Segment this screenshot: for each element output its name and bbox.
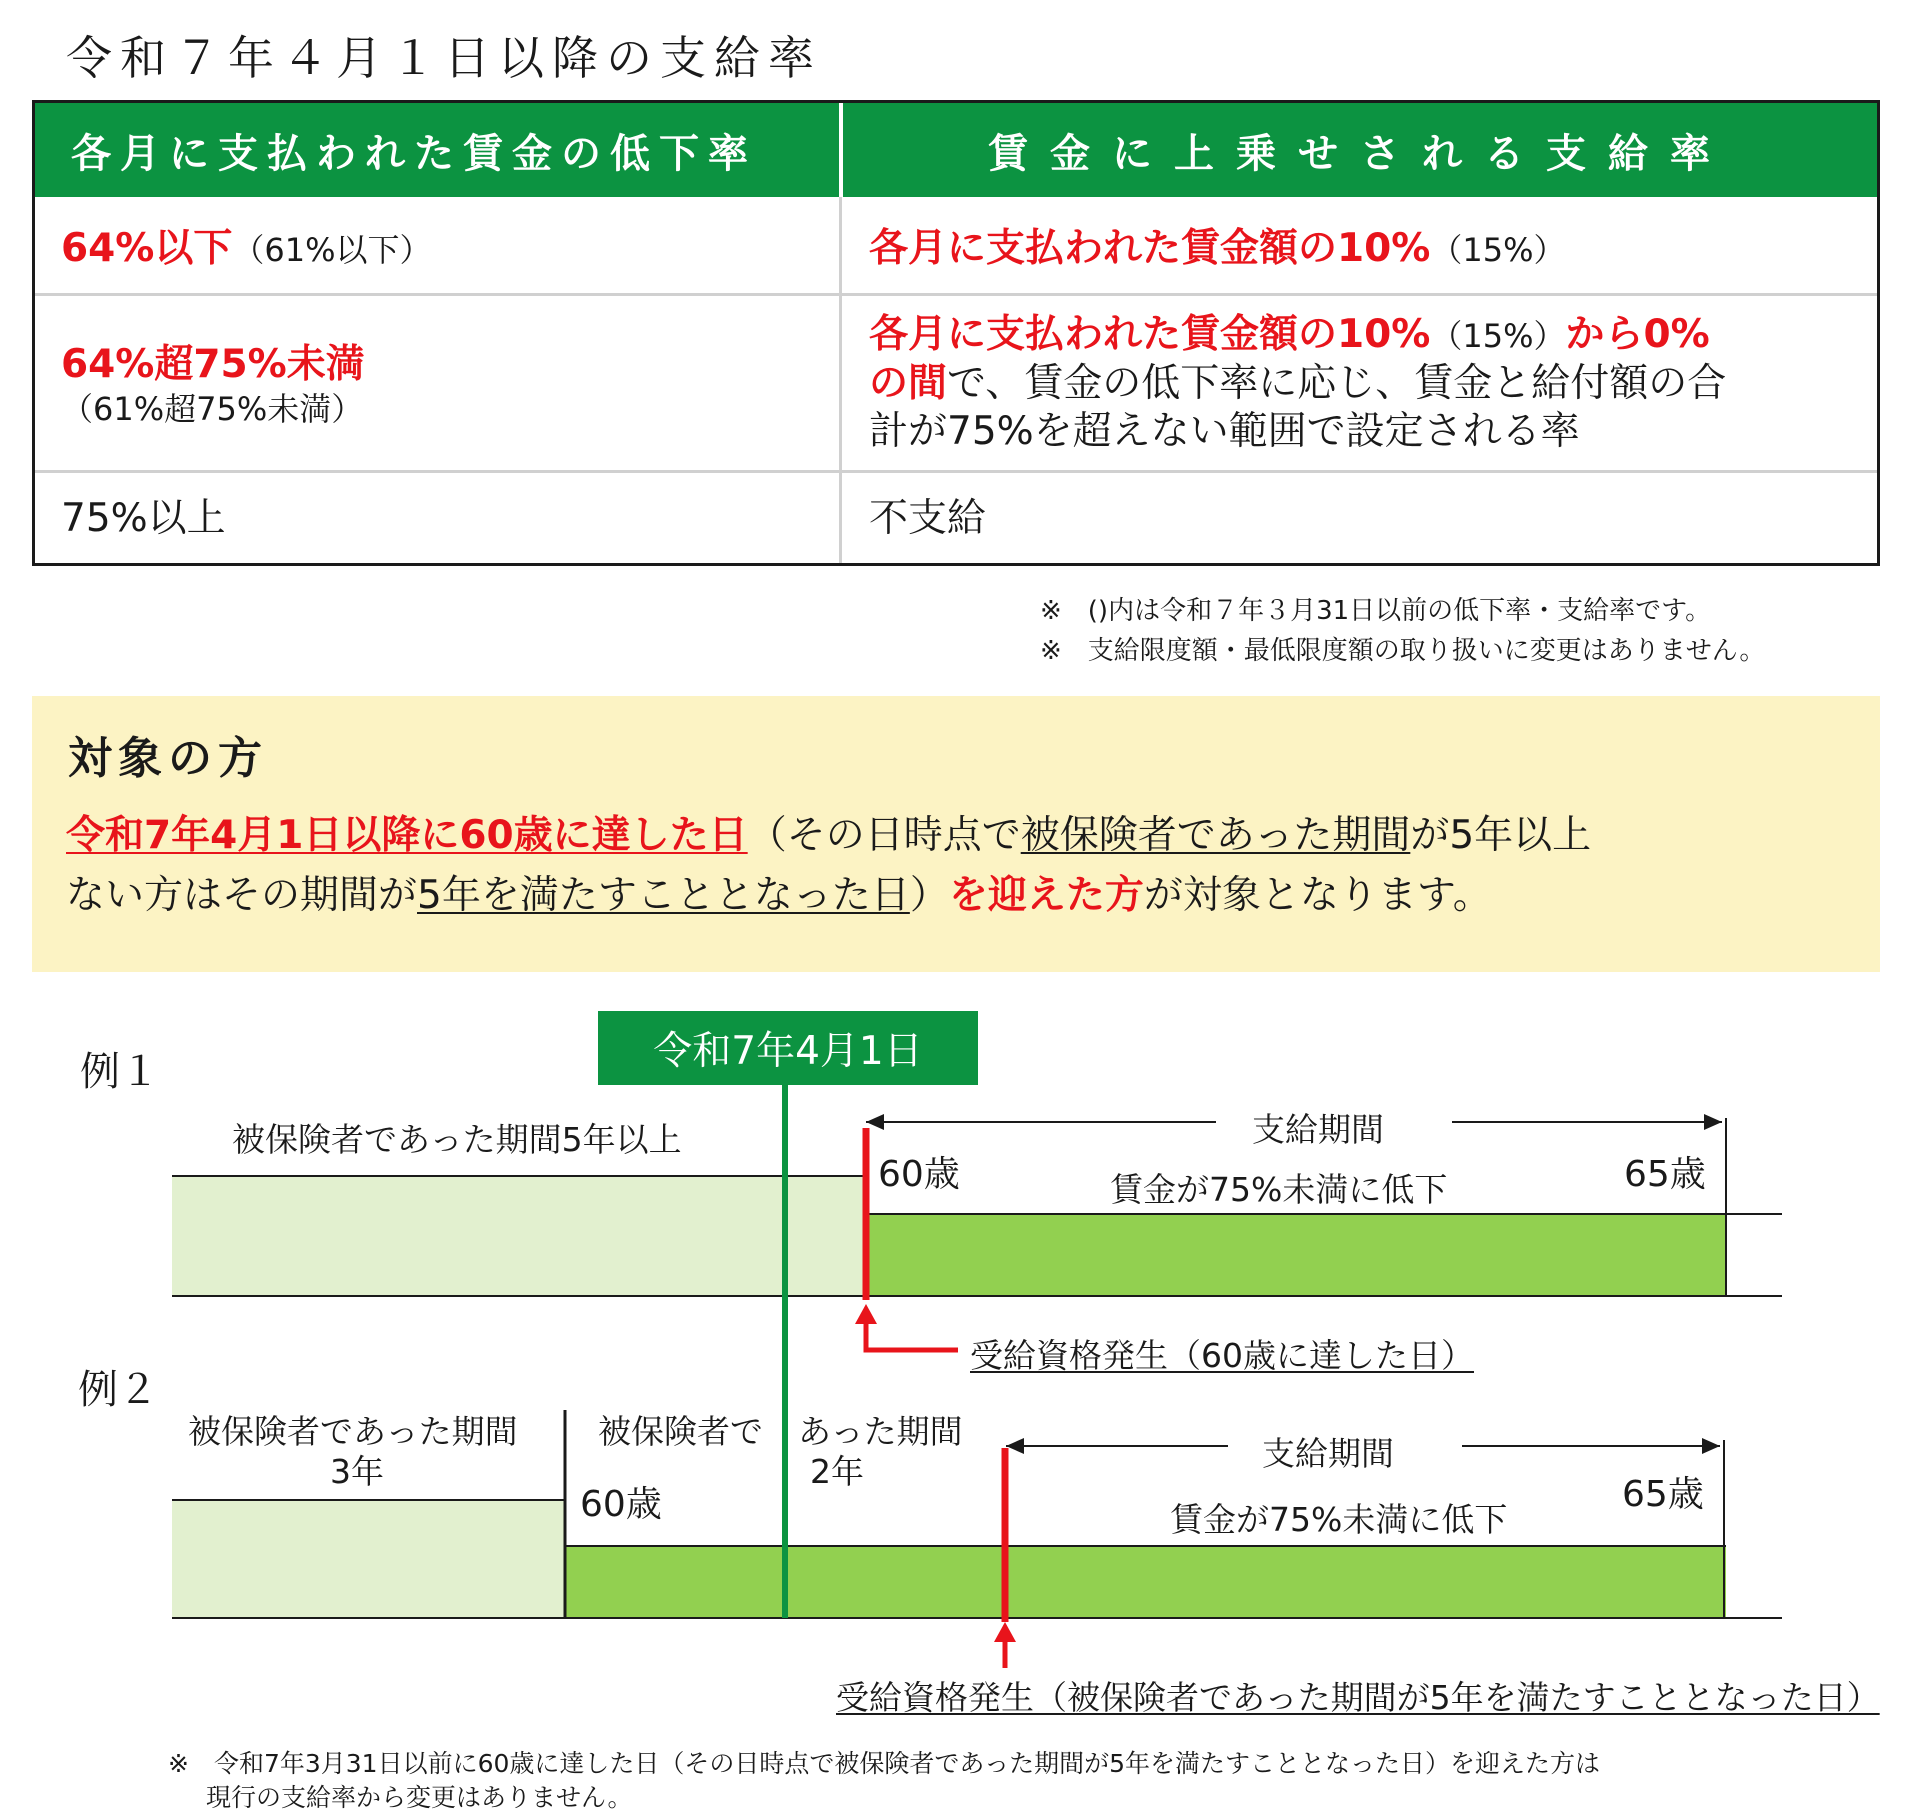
row1-right-main: 各月に支払われた賃金額の10%: [869, 226, 1431, 271]
target-seg: ない方はその期間が: [66, 873, 418, 918]
ex2-eligibility: 受給資格発生（被保険者であった期間が5年を満たすこととなった日）: [836, 1678, 1880, 1717]
ex1-payment-bar: [864, 1214, 1726, 1296]
ex1-arrow-right-head: [1704, 1114, 1722, 1130]
header-wage-drop-rate: 各月に支払われた賃金の低下率: [35, 103, 839, 197]
ex1-up-arrow-head: [855, 1304, 877, 1324]
target-seg: が5年以上: [1410, 813, 1592, 858]
row2-left-main: 64%超75%未満: [61, 342, 365, 387]
page-title: 令和７年４月１日以降の支給率: [66, 31, 822, 85]
ex2-age60: 60歳: [580, 1484, 662, 1525]
target-title: 対象の方: [68, 733, 268, 784]
ex2-label: 例２: [78, 1367, 158, 1413]
ex1-period-label: 被保険者であった期間5年以上: [232, 1120, 682, 1159]
ex2-payment-period: 支給期間: [1262, 1434, 1394, 1473]
row1-left-main: 64%以下: [61, 226, 233, 271]
row2-right-red2: から0%: [1565, 312, 1710, 357]
row2-right-red3: の間: [869, 361, 948, 406]
ex2-prior-period-bar: [172, 1500, 564, 1618]
ex2-period-a: 被保険者であった期間: [188, 1412, 518, 1451]
ex2-period-b1: 被保険者で: [598, 1412, 763, 1451]
ex1-pointer-line: [866, 1322, 958, 1350]
target-seg-those: を迎えた方: [948, 873, 1144, 918]
footnote-line2: 現行の支給率から変更はありません。: [206, 1783, 633, 1812]
target-seg-insured-period: 被保険者であった期間: [1020, 813, 1411, 858]
note-parentheses: ※ ()内は令和７年３月31日以前の低下率・支給率です。: [1040, 596, 1712, 626]
row3-left: 75%以上: [61, 496, 226, 541]
row3-right: 不支給: [869, 496, 987, 541]
row1-left-sub: （61%以下）: [232, 231, 432, 269]
row2-right-line2: で、賃金の低下率に応じ、賃金と給付額の合: [947, 361, 1727, 406]
ex2-period-a-years: 3年: [330, 1452, 384, 1491]
ex1-wage-drop: 賃金が75%未満に低下: [1110, 1170, 1448, 1209]
ex2-age65: 65歳: [1622, 1474, 1704, 1515]
ex1-label: 例１: [80, 1049, 160, 1095]
row1-right-sub: （15%）: [1430, 231, 1566, 269]
ex1-age60: 60歳: [878, 1154, 960, 1195]
target-seg: ）: [909, 873, 949, 918]
row2-right-sub: （15%）: [1430, 317, 1566, 355]
target-seg-date: 令和7年4月1日以降に60歳に達した日: [66, 813, 748, 858]
ex1-eligibility: 受給資格発生（60歳に達した日）: [970, 1336, 1474, 1375]
ex1-payment-period: 支給期間: [1252, 1110, 1384, 1149]
ex1-prior-period-bar: [172, 1176, 864, 1296]
ex1-age65: 65歳: [1624, 1154, 1706, 1195]
header-supplement-rate: 賃金に上乗せされる支給率: [843, 103, 1877, 197]
ex2-arrow-left-head: [1006, 1438, 1024, 1454]
target-seg: が対象となります。: [1143, 873, 1492, 918]
ex2-insured-bar: [566, 1546, 1726, 1618]
ex2-arrow-right-head: [1702, 1438, 1720, 1454]
note-limits: ※ 支給限度額・最低限度額の取り扱いに変更はありません。: [1040, 636, 1766, 666]
target-seg: （その日時点で: [747, 813, 1021, 858]
ex2-period-b-years: 2年: [810, 1452, 864, 1491]
row2-left-sub: （61%超75%未満）: [61, 390, 364, 428]
footnote-line1: ※ 令和7年3月31日以前に60歳に達した日（その日時点で被保険者であった期間が5年を満たすこととなった日）を迎えた方は: [168, 1749, 1601, 1778]
ex2-wage-drop: 賃金が75%未満に低下: [1170, 1500, 1508, 1539]
ex1-arrow-left-head: [866, 1114, 884, 1130]
target-seg-five-years: 5年を満たすこととなった日: [417, 873, 910, 918]
ex2-period-b2: あった期間: [798, 1412, 963, 1451]
ex2-up-arrow-head: [994, 1622, 1016, 1642]
row2-right-red1: 各月に支払われた賃金額の10%: [869, 312, 1431, 357]
date-label: 令和7年4月1日: [653, 1029, 923, 1074]
row2-right-line3: 計が75%を超えない範囲で設定される率: [869, 409, 1580, 454]
